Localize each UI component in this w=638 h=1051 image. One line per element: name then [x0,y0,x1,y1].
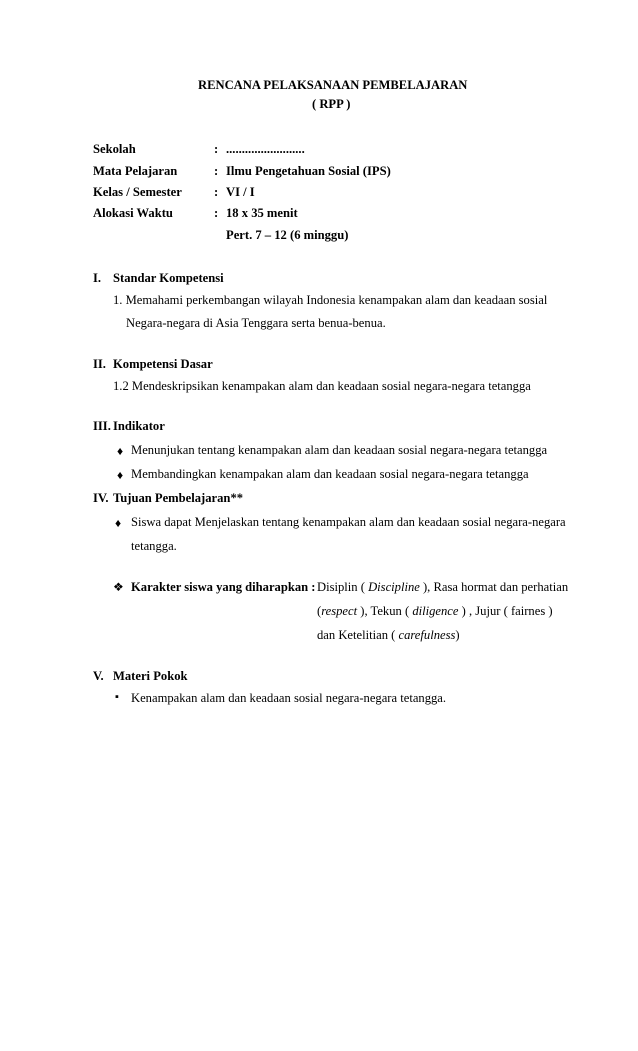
info-colon: : [214,206,219,220]
diamond-bullet-icon: ♦ [117,444,124,458]
materi-pokok-item: Kenampakan alam dan keadaan sosial negara-negara tetangga. [131,691,447,705]
kompetensi-dasar-text: 1.2 Mendeskripsikan kenampakan alam dan keadaan sosial negara-negara tetangga [113,379,531,393]
info-label-sekolah: Sekolah [93,142,136,156]
section-number: V. [93,669,104,683]
section-title-kompetensi-dasar: Kompetensi Dasar [113,357,213,371]
info-label-mata-pelajaran: Mata Pelajaran [93,164,178,178]
section-title-tujuan-pembelajaran: Tujuan Pembelajaran** [113,491,244,505]
info-value-alokasi-waktu: 18 x 35 menit [226,206,298,220]
info-value-kelas-semester: VI / I [226,185,255,199]
star-diamond-bullet-icon: ❖ [113,580,124,594]
karakter-values-line3: dan Ketelitian ( carefulness) [317,628,460,642]
section-number: III. [93,419,111,433]
info-colon: : [214,164,219,178]
page-title: RENCANA PELAKSANAAN PEMBELAJARAN [198,78,468,92]
karakter-label: Karakter siswa yang diharapkan : [131,580,316,594]
section-title-standar-kompetensi: Standar Kompetensi [113,271,224,285]
info-value-mata-pelajaran: Ilmu Pengetahuan Sosial (IPS) [226,164,391,178]
info-colon: : [214,185,219,199]
info-colon: : [214,142,219,156]
indikator-item: Membandingkan kenampakan alam dan keadaan sosial negara-negara tetangga [131,467,529,481]
info-label-alokasi-waktu: Alokasi Waktu [93,206,173,220]
section-number: I. [93,271,102,285]
standar-kompetensi-text-cont: Negara-negara di Asia Tenggara serta benua-benua. [126,316,386,330]
square-bullet-icon: ▪ [115,691,119,703]
indikator-item: Menunjukan tentang kenampakan alam dan keadaan sosial negara-negara tetangga [131,443,548,457]
page-subtitle: ( RPP ) [312,97,351,111]
section-title-indikator: Indikator [113,419,165,433]
diamond-bullet-icon: ♦ [117,468,124,482]
diamond-bullet-icon: ♦ [115,516,122,530]
karakter-values-line2: (respect ), Tekun ( diligence ) , Jujur ( fairnes ) [317,604,553,618]
section-number: IV. [93,491,109,505]
tujuan-text: Siswa dapat Menjelaskan tentang kenampakan alam dan keadaan sosial negara-negara [131,515,566,529]
info-label-kelas-semester: Kelas / Semester [93,185,182,199]
karakter-values-line1: Disiplin ( Discipline ), Rasa hormat dan perhatian [317,580,569,594]
tujuan-text-cont: tetangga. [131,539,177,553]
info-value-pertemuan: Pert. 7 – 12 (6 minggu) [226,228,349,242]
info-value-sekolah: ......................... [226,142,305,156]
section-number: II. [93,357,106,371]
section-title-materi-pokok: Materi Pokok [113,669,188,683]
standar-kompetensi-text: 1. Memahami perkembangan wilayah Indonesia kenampakan alam dan keadaan sosial [113,293,548,307]
